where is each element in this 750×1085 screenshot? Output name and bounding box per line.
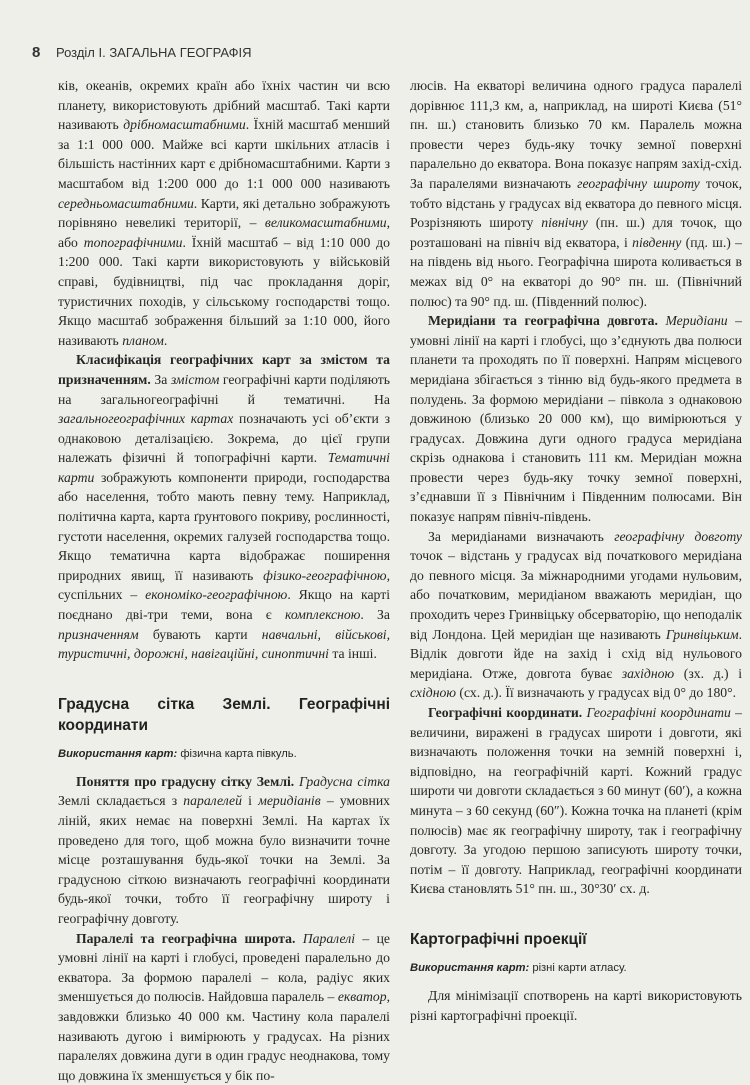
paragraph-latitude: люсів. На екваторі величина одного градуса паралелі дорівнює 111,3 км, а, наприклад, на широті Києва (51° пн. ш.) становить близько 70 км. Паралель можна провести через будь-яку точку земної поверхні паралельно до екватора. Вона показує напрям захід-схід. За паралелями визначають географічну широту точок, тобто відстань у градусах від екватора до певного місця. Розрізняють широту північну (пн. ш.) для точок, що розташовані на північ від екватора, і південну (пд. ш.) – на південь від нього. Географічна широта коливається в межах від 0° на екваторі до 90° пн. ш. (Північний полюс) та 90° пд. ш. (Південний полюс). bbox=[410, 78, 743, 309]
right-column bbox=[410, 76, 742, 1025]
map-usage-note: Використання карт: фізична карта півкуль. bbox=[58, 747, 297, 760]
heading-degree-grid: Градусна сітка Землі. Географічні координати bbox=[58, 695, 390, 734]
paragraph-degree-grid: Поняття про градусну сітку Землі. Градусна сітка Землі складається з паралелей і меридіанів – умовних ліній, яких немає на поверхні Землі. На картах їх проведено для того, щоб можна було визначити точне місце розташування будь-якої точки на Землі. За градусною сіткою визначають географічні координати будь-якої точки, тобто її географічну широту і географічну довготу. bbox=[58, 773, 390, 926]
page-header bbox=[32, 44, 732, 64]
paragraph-meridians: Меридіани та географічна довгота. Меридіани – умовні лінії на карті і глобусі, що з’єднують два полюси планети та проходять по її поверхні. Напрям місцевого меридіана збігається з тінню від будь-якого предмета в полудень. За формою меридіани – півкола з однаковою довжиною (близько 20 000 км), що вимірюються у градусах. Довжина дуги одного градуса меридіана скрізь однакова і становить 111 км. Меридіан можна провести через будь-яку точку земної поверхні, з’єднавши її з Північним і Південним полюсами. Він показує напрям північ-південь. bbox=[410, 313, 743, 525]
paragraph-map-scale: ків, океанів, окремих країн або їхніх частин чи всю планету, використовують дрібний масштаб. Такі карти називають дрібномасштабними. Їхній масштаб менший за 1:1 000 000. Майже всі карти шкільних атласів і більшість настінних карт є дрібномасштабними. Карти з масштабом від 1:200 000 до 1:1 000 000 називають середньомасштабними. Карти, які детально зображують порівняно невеликі території, – великомасштабними, або топографічними. Їхній масштаб – від 1:10 000 до 1:200 000. Такі карти використовують у військовій справі, будівництві, під час прокладання доріг, туристичних походів, у сільському господарстві тощо. Якщо масштаб зображення більший за 1:10 000, його називають планом. bbox=[58, 78, 390, 348]
left-column bbox=[58, 76, 390, 1085]
map-usage-note: Використання карт: різні карти атласу. bbox=[410, 961, 627, 974]
section-title: Розділ I. ЗАГАЛЬНА ГЕОГРАФІЯ bbox=[55, 45, 252, 60]
paragraph-longitude: За меридіанами визначають географічну довготу точок – відстань у градусах від початкового меридіана до певного місця. За міжнародними угодами нульовим, або початковим, меридіаном вважають меридіан, що проходить через Гринвіцьку обсерваторію, що неподалік від Лондона. Цей меридіан ще називають Гринвіцьким. Відлік довготи йде на захід і схід від нульового меридіана. Отже, довгота буває західною (зх. д.) і східною (сх. д.). Її визначають у градусах від 0° до 180°. bbox=[410, 528, 742, 701]
paragraph-coordinates: Географічні координати. Географічні координати – величини, виражені в градусах широти і довготи, які визначають положення точки на земній поверхні і, відповідно, на географічній карті. Кожний градус широти чи довготи складається з 60 минут (60′), а кожна минута – з 60 секунд (60″). Кожна точка на планеті (крім полюсів) має як географічну широту, так і географічну довготу. За угодою першою записують широту точки, потім – її довготу. Наприклад, географічні координати Києва становлять 51° пн. ш., 30°30′ сх. д. bbox=[410, 705, 743, 897]
page-number: 8 bbox=[32, 44, 41, 61]
heading-projections: Картографічні проекції bbox=[410, 930, 587, 948]
paragraph-parallels: Паралелі та географічна широта. Паралелі – це умовні лінії на карті і глобусі, проведені паралельно до екватора. За формою паралелі – кола, радіус яких зменшується до полюсів. Найдовша паралель – екватор, завдовжки близько 40 000 км. Частину кола паралелі називають дугою і вимірюють у градусах. На різних паралелях довжина дуги в один градус неоднакова, тому що довжина їх зменшується у бік по- bbox=[58, 930, 390, 1083]
paragraph-projections: Для мінімізації спотворень на карті використовують різні картографічні проекції. bbox=[410, 987, 742, 1023]
paragraph-map-classification: Класифікація географічних карт за змістом та призначенням. За змістом географічні карти поділяють на загальногеографічні й тематичні. На загальногеографічних картах позначають усі об’єкти з однаковою деталізацією. Зокрема, до цієї групи належать фізичні й топографічні карти. Тематичні карти зображують компоненти природи, господарства або населення, тобто мають певну тему. Наприклад, політична карта, карта ґрунтового покриву, рослинності, густоти населення, окремих галузей господарства тощо. Якщо тематична карта відображає поширення природних явищ, її називають фізико-географічною, суспільних – економіко-географічною. Якщо на карті поєднано дві-три теми, вона є комплексною. За призначенням бувають карти навчальні, військові, туристичні, дорожні, навігаційні, синоптичні та інші. bbox=[58, 352, 390, 662]
